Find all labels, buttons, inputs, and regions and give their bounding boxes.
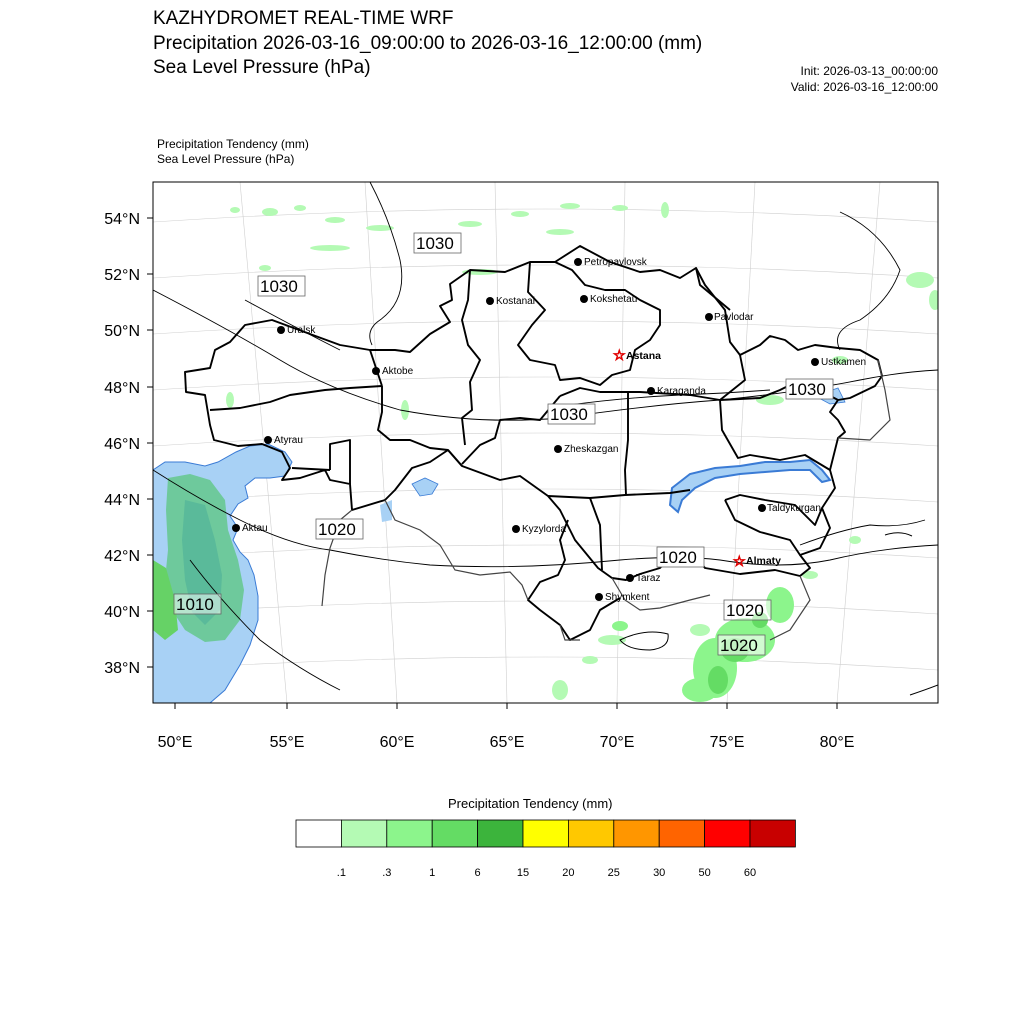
init-time: Init: 2026-03-13_00:00:00 [800,64,938,78]
city-label: Taraz [636,573,661,584]
city-label: Shymkent [605,592,650,603]
city-label: Aktau [242,523,268,534]
isobar-label: 1020 [659,548,697,567]
city-label: Almaty [746,555,782,567]
city-label: Kyzylorda [522,524,566,535]
colorbar-label: 25 [607,867,620,879]
city-label: Kostanai [496,296,535,307]
colorbar-label: 6 [474,867,481,879]
isobar-label: 1020 [318,520,356,539]
colorbar-label: .1 [336,867,346,879]
colorbar-label: 15 [516,867,530,879]
map-title: KAZHYDROMET REAL-TIME WRF [153,8,454,29]
isobar-label: 1030 [550,405,588,424]
lon-label: 60°E [379,734,415,751]
city-label: Aktobe [382,366,414,377]
colorbar-swatch [750,820,795,847]
lat-label: 42°N [104,548,140,565]
colorbar-label: 30 [653,867,666,879]
lat-label: 50°N [104,323,140,340]
colorbar-swatch [568,820,613,847]
lat-label: 46°N [104,436,140,453]
colorbar-label: 20 [562,867,575,879]
lat-label: 54°N [104,211,140,228]
city-label: Atyrau [274,435,303,446]
isobar-label: 1030 [416,234,454,253]
colorbar-label: 1 [429,867,436,879]
lon-label: 75°E [709,734,745,751]
lon-label: 50°E [157,734,193,751]
capital-star-icon: ☆ [733,553,746,569]
city-label: Kokshetau [590,294,638,305]
lon-label: 65°E [489,734,525,751]
city-label: Karaganda [657,386,706,397]
field-label-precip: Precipitation Tendency (mm) [157,137,309,151]
lat-label: 52°N [104,267,140,284]
colorbar-swatch [614,820,659,847]
isobar-label: 1020 [726,601,764,620]
isobar-label: 1020 [720,636,758,655]
city-label: Astana [626,350,662,362]
lon-label: 55°E [269,734,305,751]
colorbar-swatch [659,820,704,847]
isobar-label: 1010 [176,595,214,614]
city-label: Petropavlovsk [584,257,647,268]
colorbar-title: Precipitation Tendency (mm) [448,796,613,811]
lat-label: 38°N [104,660,140,677]
colorbar-swatch [523,820,568,847]
capital-star-icon: ☆ [613,347,626,363]
field-label-slp: Sea Level Pressure (hPa) [157,152,295,166]
city-label: Zheskazgan [564,444,619,455]
slp-subtitle: Sea Level Pressure (hPa) [153,57,371,78]
lat-label: 40°N [104,604,140,621]
colorbar-swatch [341,820,386,847]
colorbar-swatch [387,820,432,847]
colorbar-swatch [432,820,477,847]
isobar-label: 1030 [260,277,298,296]
city-label: Pavlodar [714,312,754,323]
lat-label: 44°N [104,492,140,509]
colorbar-label: .3 [382,867,392,879]
lon-label: 70°E [599,734,635,751]
valid-time: Valid: 2026-03-16_12:00:00 [790,80,938,94]
city-label: Uralsk [287,325,316,336]
colorbar-label: 60 [743,867,757,879]
colorbar-swatch [296,820,341,847]
colorbar-label: 50 [698,867,711,879]
lat-label: 48°N [104,380,140,397]
precip-subtitle: Precipitation 2026-03-16_09:00:00 to 2026-03-16_12:00:00 (mm) [153,33,703,54]
colorbar-swatch [705,820,750,847]
city-label: Taldykurgan [767,503,821,514]
lon-label: 80°E [819,734,855,751]
colorbar-swatches [296,820,795,847]
colorbar-swatch [478,820,523,847]
isobar-label: 1030 [788,380,826,399]
city-label: Ustkamen [821,357,867,368]
